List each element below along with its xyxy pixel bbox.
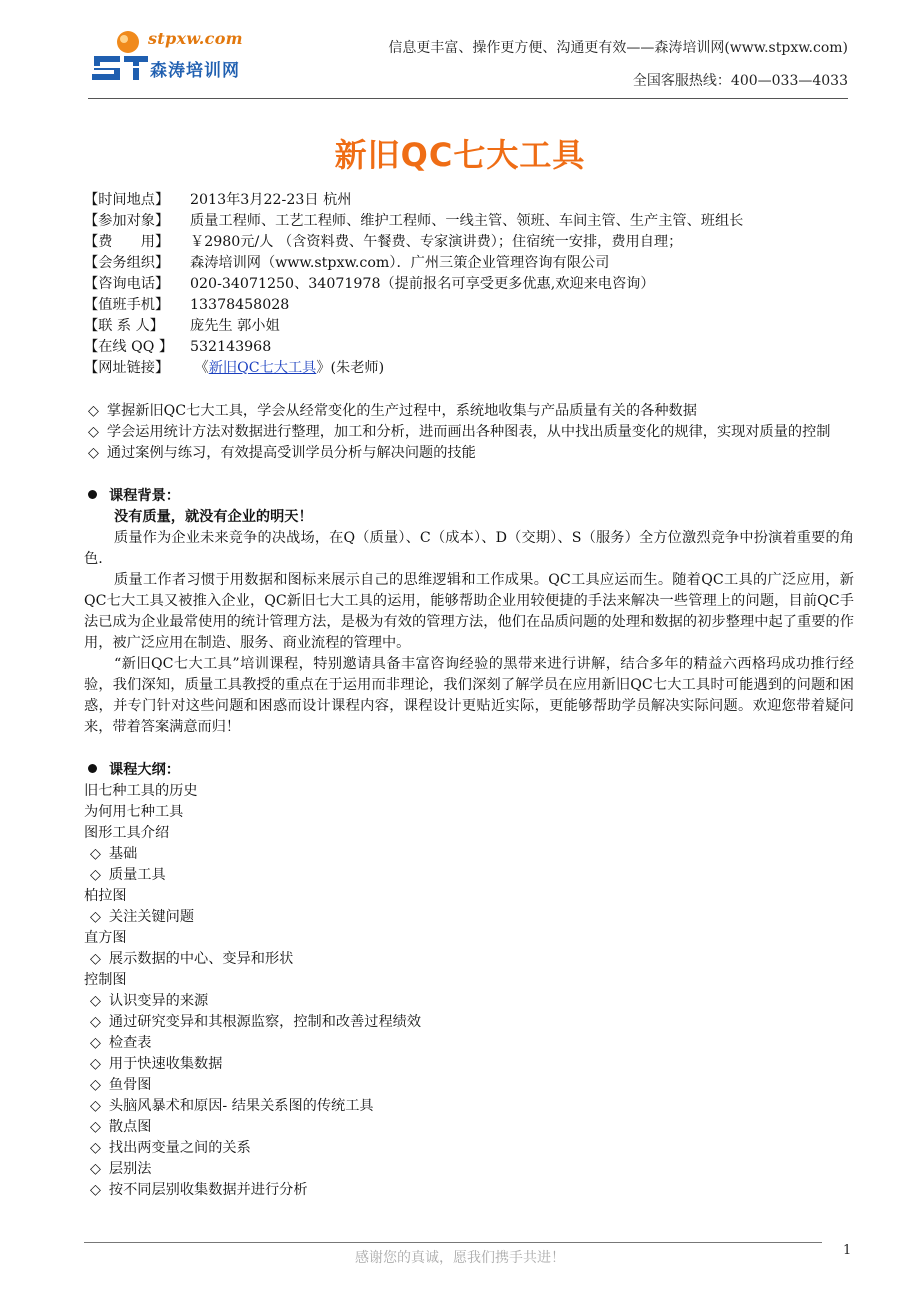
- outline-text: 质量工具: [108, 867, 166, 883]
- diamond-icon: ◇: [90, 951, 101, 967]
- background-heading: [84, 486, 854, 507]
- outline-line: [84, 1117, 854, 1138]
- header-slogan: 信息更丰富、操作更方便、沟通更有效——森涛培训网(www.stpxw.com): [388, 40, 848, 56]
- outline-line: [84, 844, 854, 865]
- logo-name: 森涛培训网: [150, 61, 240, 81]
- info-block: [84, 190, 854, 379]
- outline-line: [84, 1138, 854, 1159]
- info-label: 【时间地点】: [84, 192, 170, 208]
- outline-line: [84, 1180, 854, 1201]
- info-row-organizer: [84, 253, 854, 274]
- outline-text: 认识变异的来源: [108, 993, 209, 1009]
- outline-text: 找出两变量之间的关系: [108, 1140, 251, 1156]
- background-paragraph: 质量工作者习惯于用数据和图标来展示自己的思维逻辑和工作成果。QC工具应运而生。随着QC工具的广泛应用，新QC七大工具又被推入企业，QC新旧七大工具的运用，能够帮助企业用较便捷的手法来解决一些管理上的问题，目前QC手法已成为企业最常使用的统计管理方法，是极为有效的管理方法，他们在品质问题的处理和数据的初步整理中起了重要的作用，被广泛应用在制造、服务、商业流程的管理中。: [84, 572, 854, 651]
- info-value: 庞先生 郭小姐: [190, 318, 280, 334]
- info-label: 【在线 QQ 】: [84, 339, 174, 355]
- objective-text: 通过案例与练习，有效提高受训学员分析与解决问题的技能: [106, 445, 476, 461]
- outline-text: 旧七种工具的历史: [84, 783, 198, 799]
- outline-text: 层别法: [108, 1161, 152, 1177]
- section-heading-text: 课程大纲：: [109, 762, 180, 778]
- info-value: 质量工程师、工艺工程师、维护工程师、一线主管、领班、车间主管、生产主管、班组长: [190, 213, 744, 229]
- info-label: 【参加对象】: [84, 213, 170, 229]
- info-value: 020-34071250、34071978（提前报名可享受更多优惠,欢迎来电咨询）: [190, 276, 655, 292]
- link-close: 》(朱老师): [316, 360, 385, 376]
- diamond-icon: ◇: [88, 424, 99, 440]
- info-row-fee: [84, 232, 854, 253]
- outline-line: [84, 823, 854, 844]
- diamond-icon: ◇: [90, 1035, 101, 1051]
- background-paragraph: “新旧QC七大工具”培训课程，特别邀请具备丰富咨询经验的黑带来进行讲解，结合多年的精益六西格玛成功推行经验，我们深知，质量工具教授的重点在于运用而非理论，我们深刻了解学员在应用新旧QC七大工具时可能遇到的问题和困惑，并专门针对这些问题和困惑而设计课程内容，课程设计更贴近实际，更能够帮助学员解决实际问题。欢迎您带着疑问来，带着答案满意而归！: [84, 656, 854, 735]
- header-hotline: 全国客服热线：400—033—4033: [632, 73, 848, 89]
- outline-line: [84, 907, 854, 928]
- outline-line: [84, 928, 854, 949]
- outline-text: 鱼骨图: [108, 1077, 152, 1093]
- diamond-icon: ◇: [88, 445, 99, 461]
- info-row-mobile: [84, 295, 854, 316]
- outline-text: 展示数据的中心、变异和形状: [108, 951, 294, 967]
- outline-line: [84, 1159, 854, 1180]
- footer-divider: [84, 1242, 822, 1243]
- outline-text: 检查表: [108, 1035, 152, 1051]
- diamond-icon: ◇: [90, 909, 101, 925]
- info-row-contact: [84, 316, 854, 337]
- link-open: 《: [190, 360, 209, 376]
- outline-line: [84, 1033, 854, 1054]
- info-row-link: [84, 358, 854, 379]
- diamond-icon: ◇: [90, 1182, 101, 1198]
- outline-text: 按不同层别收集数据并进行分析: [108, 1182, 308, 1198]
- course-link[interactable]: 新旧QC七大工具: [208, 360, 317, 376]
- diamond-icon: ◇: [90, 846, 101, 862]
- diamond-icon: ◇: [90, 1140, 101, 1156]
- outline-text: 散点图: [108, 1119, 152, 1135]
- objective-item: [84, 422, 854, 443]
- outline-text: 直方图: [84, 930, 127, 946]
- outline-heading: [84, 760, 854, 781]
- info-row-audience: [84, 211, 854, 232]
- background-subheading: 没有质量，就没有企业的明天！: [114, 509, 313, 525]
- outline-text: 柏拉图: [84, 888, 127, 904]
- outline-line: [84, 970, 854, 991]
- outline-text: 用于快速收集数据: [108, 1056, 223, 1072]
- info-row-time: [84, 190, 854, 211]
- outline-text: 为何用七种工具: [84, 804, 184, 820]
- outline-text: 关注关键问题: [108, 909, 195, 925]
- diamond-icon: ◇: [90, 867, 101, 883]
- background-paragraph: 质量作为企业未来竞争的决战场，在Q（质量）、C（成本）、D（交期）、S（服务）全方位激烈竞争中扮演着重要的角色.: [84, 530, 854, 567]
- outline-line: [84, 1054, 854, 1075]
- outline-text: 头脑风暴术和原因- 结果关系图的传统工具: [108, 1098, 374, 1114]
- info-label: 【费 用】: [84, 234, 170, 250]
- diamond-icon: ◇: [90, 993, 101, 1009]
- bullet-dot-icon: [88, 490, 97, 499]
- page-title: 新旧QC七大工具: [334, 136, 586, 174]
- page-number: 1: [843, 1243, 852, 1258]
- outline-text: 图形工具介绍: [84, 825, 170, 841]
- diamond-icon: ◇: [90, 1161, 101, 1177]
- objective-item: [84, 401, 854, 422]
- diamond-icon: ◇: [88, 403, 99, 419]
- objective-text: 学会运用统计方法对数据进行整理，加工和分析，进而画出各种图表，从中找出质量变化的规律，实现对质量的控制: [106, 424, 831, 440]
- footer-text: 感谢您的真诚，愿我们携手共进！: [355, 1250, 565, 1266]
- diamond-icon: ◇: [90, 1077, 101, 1093]
- outline-line: [84, 802, 854, 823]
- info-label: 【会务组织】: [84, 255, 170, 271]
- diamond-icon: ◇: [90, 1098, 101, 1114]
- diamond-icon: ◇: [90, 1056, 101, 1072]
- diamond-icon: ◇: [90, 1119, 101, 1135]
- info-label: 【咨询电话】: [84, 276, 170, 292]
- bullet-dot-icon: [88, 764, 97, 773]
- header-divider: [88, 98, 848, 99]
- outline-line: [84, 1075, 854, 1096]
- info-row-qq: [84, 337, 854, 358]
- outline-text: 基础: [108, 846, 138, 862]
- info-value: 2013年3月22-23日 杭州: [190, 192, 352, 208]
- section-heading-text: 课程背景：: [109, 488, 180, 504]
- info-label: 【值班手机】: [84, 297, 170, 313]
- outline-section: [84, 760, 854, 1201]
- outline-line: [84, 991, 854, 1012]
- outline-line: [84, 865, 854, 886]
- info-value: ￥2980元/人 （含资料费、午餐费、专家演讲费）；住宿统一安排，费用自理；: [190, 234, 683, 250]
- logo-url-text: stpxw.com: [148, 29, 243, 48]
- objective-text: 掌握新旧QC七大工具，学会从经常变化的生产过程中，系统地收集与产品质量有关的各种数据: [106, 403, 697, 419]
- outline-line: [84, 886, 854, 907]
- document-body: [84, 190, 854, 1201]
- objective-item: [84, 443, 854, 464]
- background-section: [84, 486, 854, 738]
- outline-line: [84, 781, 854, 802]
- outline-text: 控制图: [84, 972, 127, 988]
- info-row-phone: [84, 274, 854, 295]
- diamond-icon: ◇: [90, 1014, 101, 1030]
- info-value: 532143968: [190, 339, 272, 355]
- objectives-list: [84, 401, 854, 464]
- outline-line: [84, 1012, 854, 1033]
- outline-line: [84, 949, 854, 970]
- info-value: 13378458028: [190, 297, 290, 313]
- outline-text: 通过研究变异和其根源监察，控制和改善过程绩效: [108, 1014, 422, 1030]
- info-label: 【联 系 人】: [84, 318, 164, 334]
- info-value: 森涛培训网（www.stpxw.com）．广州三策企业管理咨询有限公司: [190, 255, 610, 271]
- outline-line: [84, 1096, 854, 1117]
- info-label: 【网址链接】: [84, 360, 170, 376]
